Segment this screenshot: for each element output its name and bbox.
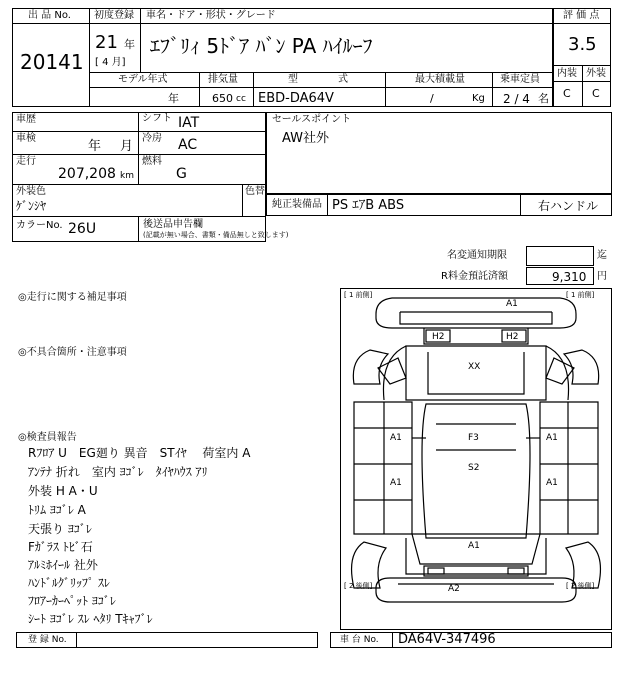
displacement-unit: cc (236, 94, 246, 104)
inspector-line: ｱﾙﾐﾎｲｰﾙ 社外 (28, 558, 98, 572)
handle-position: 右ハンドル (538, 199, 599, 213)
mileage-unit: km (120, 171, 134, 181)
mark-right-rear-door: A1 (546, 478, 558, 488)
ownership-change-label: 名変通知期限 (447, 250, 507, 261)
diagram-front-right-label: [ 1 前側] (566, 291, 595, 299)
inspector-line: ｱﾝﾃﾅ 折れ 室内 ﾖｺﾞﾚ ﾀｲﾔﾊｳｽ ｱﾘ (28, 465, 208, 479)
diagram-front-left-label: [ 1 前側] (344, 291, 373, 299)
defects-label: ◎不具合箇所・注意事項 (18, 347, 127, 358)
equipment-label: 純正装備品 (272, 199, 322, 210)
model-type: EBD-DA64V (258, 91, 334, 106)
mark-front-bumper: A1 (506, 299, 518, 309)
displacement-value: 650 (212, 92, 233, 105)
mark-lamp-right: H2 (506, 332, 519, 342)
exterior-color-label: 外装色 (16, 186, 46, 197)
diagram-rear-left-label: [ 2 後側] (344, 582, 373, 590)
inspector-line: ｼｰﾄ ﾖｺﾞﾚ ｽﾚ ﾍﾀﾘ Tｷｬﾌﾞﾚ (28, 612, 153, 626)
mark-left-front-door: A1 (390, 433, 402, 443)
car-name-label: 車名・ドア・形状・グレード (146, 10, 276, 21)
ownership-change-box (526, 246, 594, 266)
mileage-value: 207,208 (58, 166, 116, 182)
fuel-label: 燃料 (142, 156, 162, 167)
capacity-unit: 名 (538, 92, 549, 105)
recolor-label: 色替 (245, 186, 265, 197)
inspector-line: ﾄﾘﾑ ﾖｺﾞﾚ A (28, 503, 86, 517)
inspector-line: Fｶﾞﾗｽ ﾄﾋﾞ石 (28, 540, 93, 554)
inspector-line: Rﾌﾛｱ U EG廻り 異音 STｲﾔ 荷室内 A (28, 446, 251, 460)
fuel-value: G (176, 166, 187, 182)
mark-rear-bumper: A2 (448, 584, 460, 594)
mark-windshield: F3 (468, 433, 479, 443)
exterior-grade: C (592, 87, 600, 100)
model-year-label: モデル年式 (118, 74, 168, 85)
max-load-label: 最大積載量 (415, 74, 465, 85)
post-report-note: (記載が無い場合、書類・備品無しと致します) (143, 231, 289, 239)
registration-month: [ 4 月] (95, 57, 126, 68)
registration-number-label: 登 録 No. (28, 635, 67, 645)
lot-number: 20141 (20, 50, 84, 74)
car-name: ｴﾌﾞﾘｨ 5ﾄﾞｱ ﾊﾞﾝ PA ﾊｲﾙｰﾌ (150, 34, 373, 58)
grade-label: 評 価 点 (563, 10, 600, 21)
ownership-change-unit: 迄 (597, 250, 607, 261)
chassis-number-label: 車 台 No. (340, 635, 379, 645)
color-number: 26U (68, 221, 97, 237)
recycle-fee-value: 9,310 (552, 270, 587, 284)
inspection-label: 車検 (16, 133, 36, 144)
model-type-label: 型 式 (288, 74, 348, 85)
driving-notes-label: ◎走行に関する補足事項 (18, 292, 127, 303)
interior-label: 内装 (557, 68, 577, 79)
displacement-label: 排気量 (208, 74, 238, 85)
first-registration-label: 初度登録 (94, 10, 134, 21)
sales-point-text: AW社外 (282, 131, 330, 146)
exterior-color: ｹﾞﾝｼﾔ (16, 199, 47, 213)
shift-value: IAT (178, 115, 200, 131)
inspector-line: 外装 H A・U (28, 484, 98, 498)
recycle-fee-unit: 円 (597, 271, 607, 282)
mark-left-rear-door: A1 (390, 478, 402, 488)
inspection-month-unit: 月 (120, 139, 134, 154)
recycle-fee-label: R料金預託済額 (441, 271, 508, 282)
car-damage-diagram (340, 288, 612, 630)
inspector-line: ﾌﾛｱｰｶｰﾍﾟｯﾄ ﾖｺﾞﾚ (28, 594, 116, 608)
capacity-label: 乗車定員 (500, 74, 540, 85)
ac-label: 冷房 (142, 133, 162, 144)
max-load-unit: Kg (472, 93, 485, 104)
mileage-label: 走行 (16, 156, 36, 167)
mark-right-front-door: A1 (546, 433, 558, 443)
chassis-number: DA64V-347496 (398, 632, 496, 647)
mark-hood: XX (468, 362, 481, 372)
model-year-unit: 年 (168, 92, 179, 105)
shift-label: シフト (142, 113, 172, 124)
equipment-items: PS ｴｱB ABS (332, 198, 405, 213)
inspection-year-unit: 年 (88, 139, 102, 154)
interior-grade: C (563, 87, 571, 100)
inspector-report-label: ◎検査員報告 (18, 432, 77, 443)
mark-roof: S2 (468, 463, 480, 473)
inspector-line: ﾊﾝﾄﾞﾙｸﾞﾘｯﾌﾟ ｽﾚ (28, 576, 110, 590)
ac-value: AC (178, 137, 198, 153)
sales-point-label: セールスポイント (272, 114, 352, 125)
capacity-value: 2 / 4 (503, 92, 530, 106)
registration-year-unit: 年 (124, 38, 135, 51)
mark-lamp-left: H2 (432, 332, 445, 342)
post-report-label: 後送品申告欄 (143, 219, 203, 230)
inspector-line: 天張り ﾖｺﾞﾚ (28, 522, 92, 536)
registration-year: 21 (95, 32, 118, 53)
exterior-label: 外装 (586, 68, 606, 79)
mark-back-door: A1 (468, 541, 480, 551)
overall-grade: 3.5 (568, 34, 597, 55)
lot-number-label: 出 品 No. (28, 10, 71, 21)
diagram-rear-right-label: [ 2 後側] (566, 582, 595, 590)
max-load-value: / (430, 92, 434, 105)
history-label: 車歴 (16, 114, 36, 125)
color-number-label: カラーNo. (16, 220, 63, 231)
